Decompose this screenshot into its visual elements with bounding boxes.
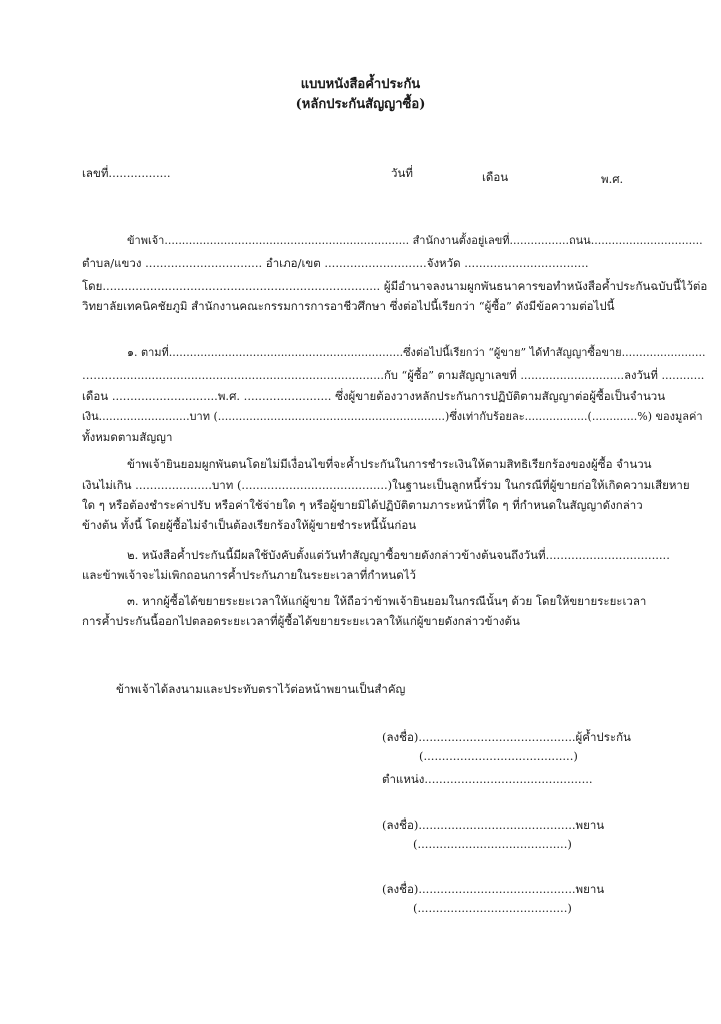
clause1-line-1: ๑. ตามที่...................................................................ซึ่งต่อไปนี้เรียกว่า “ผู้ขาย” ได้ทำสัญญาซื้อขาย........................	[127, 346, 706, 359]
document-subtitle: (หลักประกันสัญญาซื้อ)	[295, 97, 426, 112]
guarantee-line-3: ใด ๆ หรือต้องชำระค่าปรับ หรือค่าใช้จ่ายใด ๆ หรือผู้ขายมิได้ปฏิบัติตามภาระหน้าที่ใด ๆ ที่กำหนดในสัญญาดังกล่าว	[82, 498, 643, 512]
witness1-signature: (ลงชื่อ)...........................................พยาน	[382, 818, 605, 832]
witness2-name: (.........................................)	[413, 901, 572, 915]
year-label: พ.ศ.	[601, 172, 624, 186]
clause2-line-2: และข้าพเจ้าจะไม่เพิกถอนการค้ำประกันภายในระยะเวลาที่กำหนดไว้	[82, 568, 416, 582]
guarantee-line-4: ข้างต้น ทั้งนี้ โดยผู้ซื้อไม่จำเป็นต้องเรียกร้องให้ผู้ขายชำระหนี้นั้นก่อน	[82, 518, 417, 532]
closing-statement: ข้าพเจ้าได้ลงนามและประทับตราไว้ต่อหน้าพยานเป็นสำคัญ	[116, 682, 406, 696]
witness1-name: (.........................................)	[413, 837, 572, 851]
document-title: แบบหนังสือค้ำประกัน	[300, 77, 421, 92]
guarantor-name: (.........................................)	[419, 749, 578, 763]
intro-line-1: ข้าพเจ้า...................................................................... สำนักงานตั้งอยู่เลขที่.................ถนน................................	[127, 234, 703, 247]
guarantor-position: ตำแหน่ง..............................................	[382, 772, 593, 786]
guarantee-line-1: ข้าพเจ้ายินยอมผูกพันตนโดยไม่มีเงื่อนไขที่จะค้ำประกันในการชำระเงินให้ตามสิทธิเรียกร้องของผู้ซื้อ จำนวน	[127, 457, 652, 471]
guarantee-line-2: เงินไม่เกิน .....................บาท (........................................)ในฐานะเป็นลูกหนี้ร่วม ในกรณีที่ผู้ขายก่อให้เกิดความเสียหาย	[82, 478, 690, 492]
clause3-line-2: การค้ำประกันนี้ออกไปตลอดระยะเวลาที่ผู้ซื้อได้ขยายระยะเวลาให้แก่ผู้ขายดังกล่าวข้างต้น	[82, 614, 520, 628]
intro-line-4: วิทยาลัยเทคนิคชัยภูมิ สำนักงานคณะกรรมการการอาชีวศึกษา ซึ่งต่อไปนี้เรียกว่า “ผู้ซื้อ” ดังมีข้อความต่อไปนี้	[82, 299, 615, 313]
number-label: เลขที่.................	[82, 166, 171, 180]
witness2-signature: (ลงชื่อ)...........................................พยาน	[382, 882, 605, 896]
clause3-line-1: ๓. หากผู้ซื้อได้ขยายระยะเวลาให้แก่ผู้ขาย ให้ถือว่าข้าพเจ้ายินยอมในกรณีนั้นๆ ด้วย โดยให้ขยายระยะเวลา	[127, 594, 647, 608]
intro-line-3: โดย............................................................................ ผู้มีอำนาจลงนามผูกพันธนาคารขอทำหนังสือค้ำประกันฉบับนี้ไว้ต่อ	[82, 279, 708, 293]
clause1-line-5: ทั้งหมดตามสัญญา	[82, 430, 173, 444]
month-label: เดือน	[482, 170, 509, 184]
intro-line-2: ตำบล/แขวง ................................ อำเภอ/เขต ............................จังหวัด ..................................	[82, 256, 589, 270]
clause1-line-3: เดือน .............................พ.ศ. ........................ ซึ่งผู้ขายต้องวางหลักประกันการปฏิบัติตามสัญญาต่อผู้ซื้อเป็นจำนวน	[82, 389, 666, 403]
clause2-line-1: ๒. หนังสือค้ำประกันนี้มีผลใช้บังคับตั้งแต่วันทำสัญญาซื้อขายดังกล่าวข้างต้นจนถึงวันที่..................................	[127, 548, 670, 562]
date-label: วันที่	[391, 166, 413, 180]
clause1-line-4: เงิน..........................บาท (.................................................................)ซึ่งเท่ากับร้อยละ..................(.............%) ของมูลค่า	[82, 410, 703, 423]
clause1-line-2: ………...........................................................................กับ “ผู้ซื้อ” ตามสัญญาเลขที่ .............................ลงวันที่ ............	[82, 369, 705, 382]
guarantor-signature: (ลงชื่อ)...........................................ผู้ค้ำประกัน	[382, 730, 631, 744]
